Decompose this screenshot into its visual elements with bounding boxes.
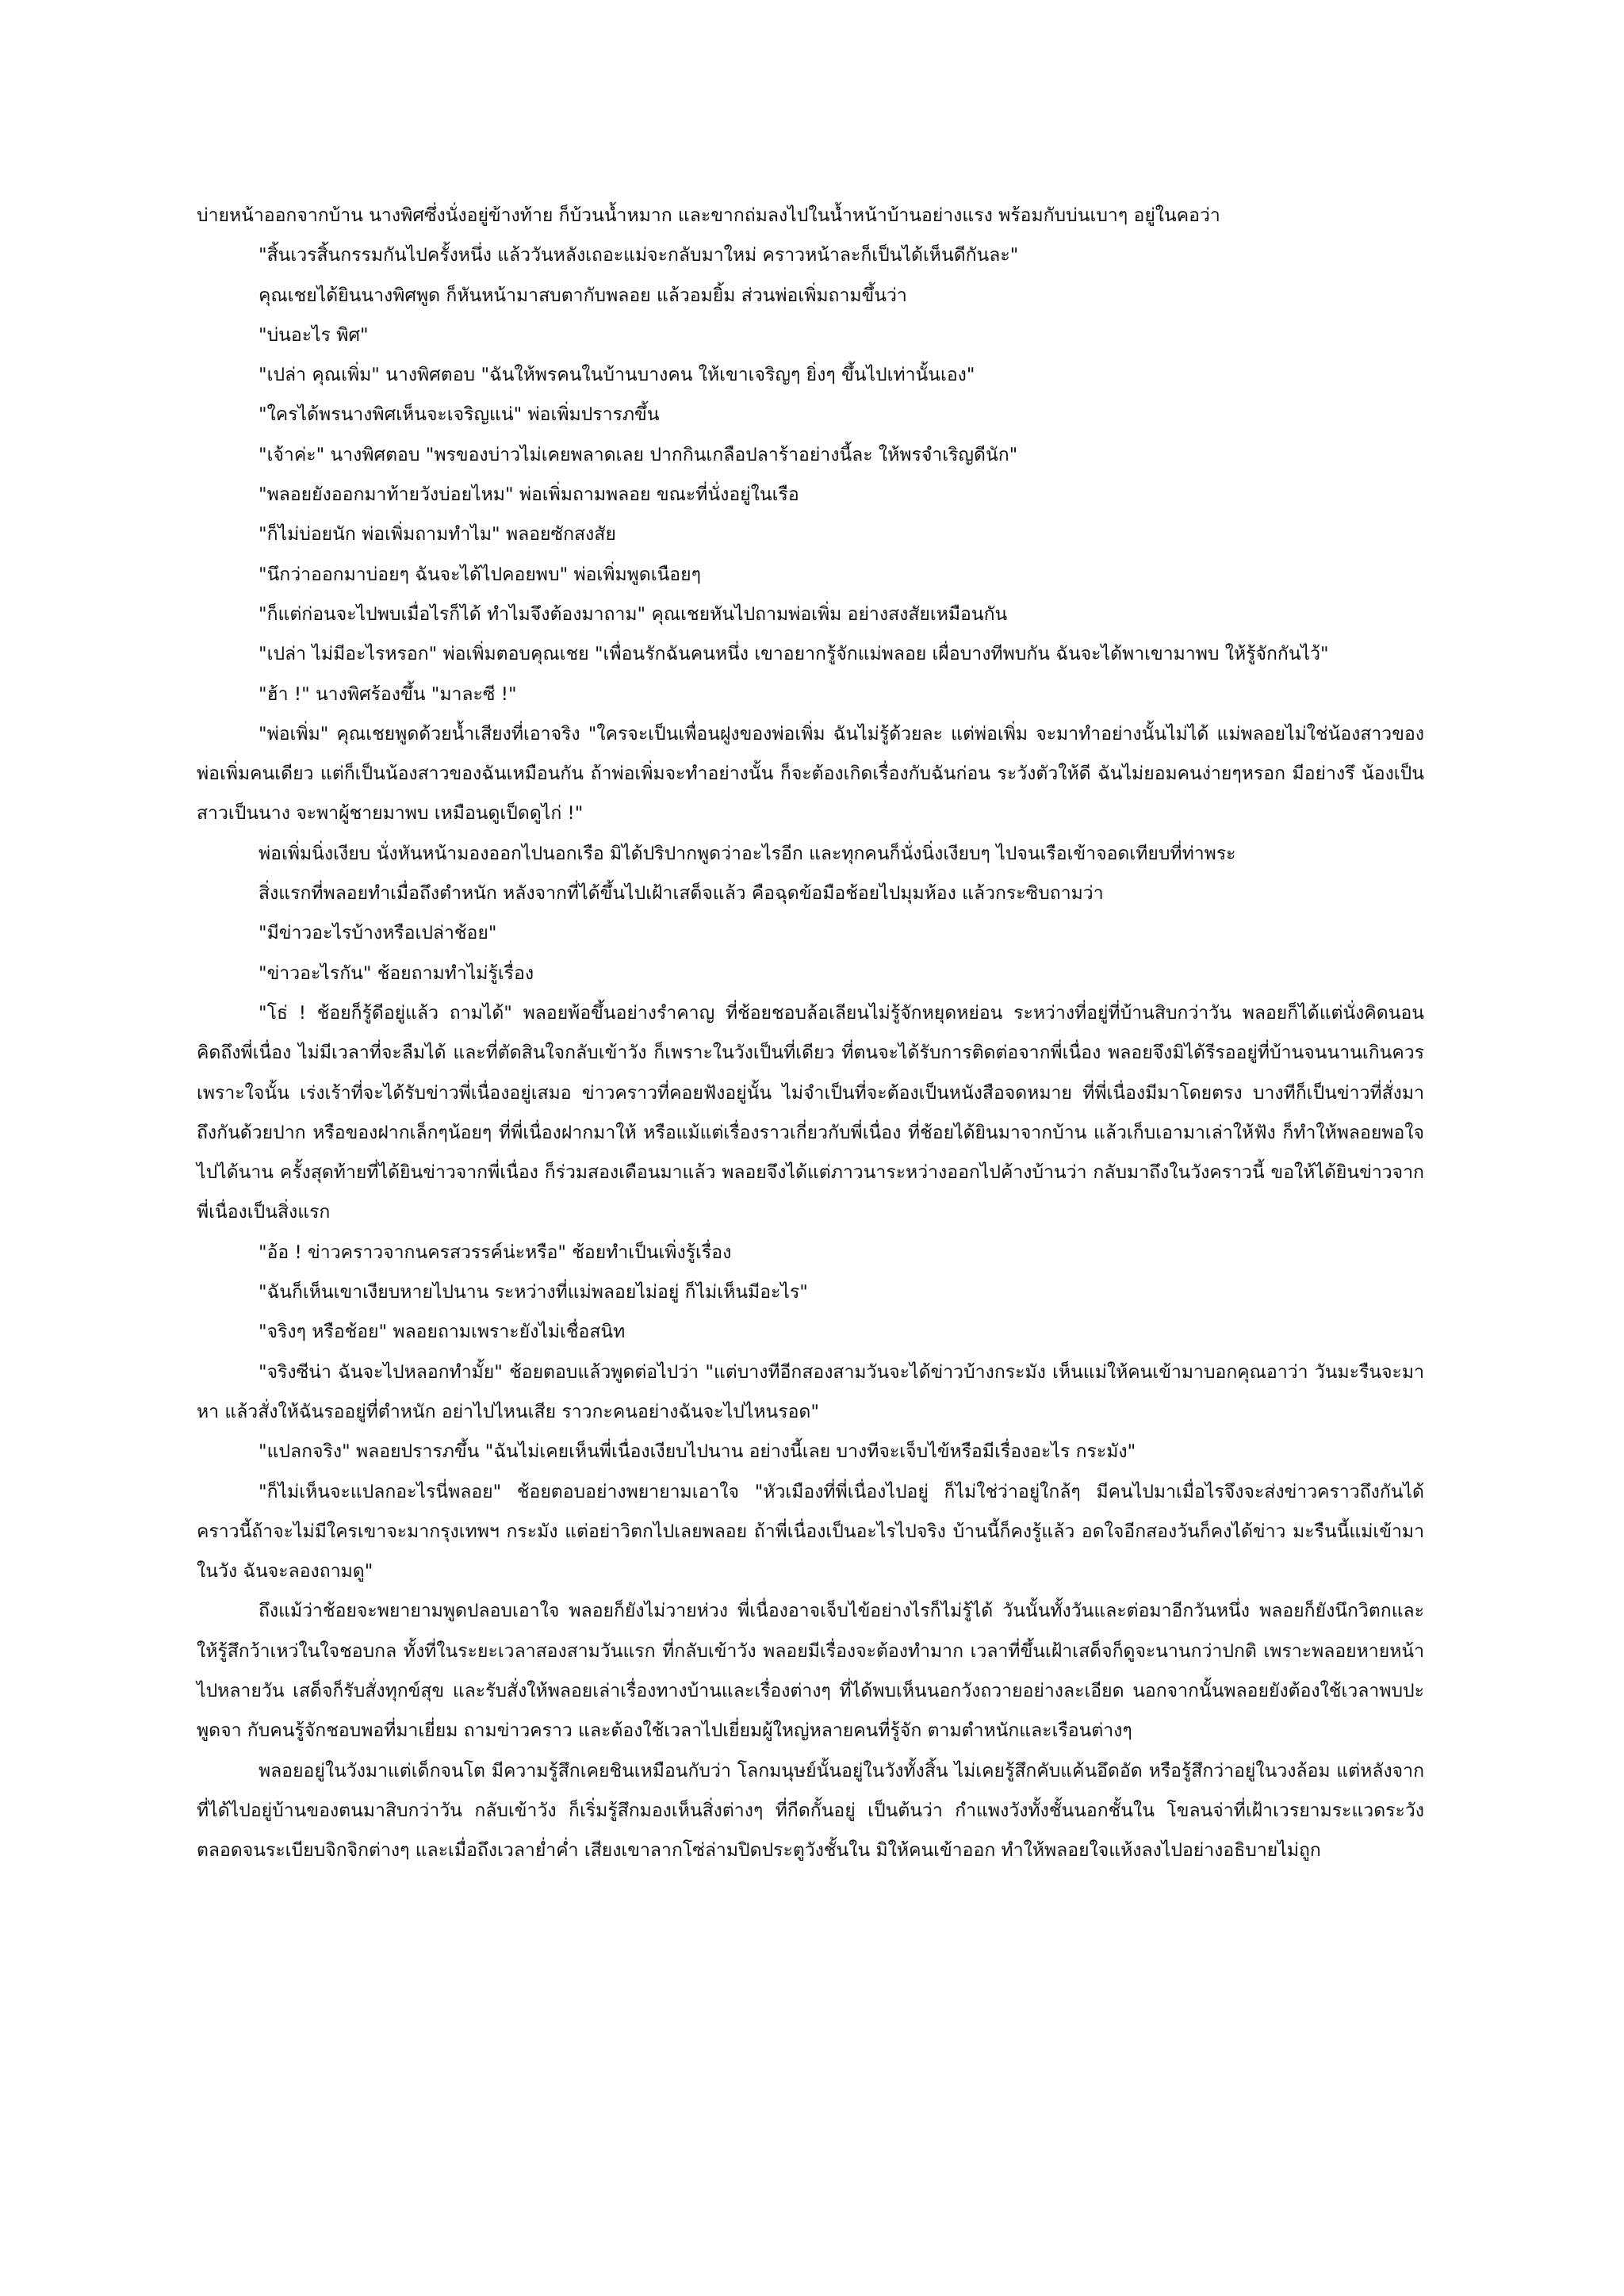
paragraph: "จริงซีน่า ฉันจะไปหลอกทำมั้ย" ช้อยตอบแล้วพูดต่อไปว่า "แต่บางทีอีกสองสามวันจะได้ข่าวบ้างกระมัง เห็นแม่ให้คนเข้ามาบอกคุณอาว่า วันมะรืนจะมาหา แล้วสั่งให้ฉันรออยู่ที่ตำหนัก อย่าไปไหนเสีย ราวกะคนอย่างฉันจะไปไหนรอด" — [197, 1361, 1424, 1422]
paragraph: "พ่อเพิ่ม" คุณเชยพูดด้วยน้ำเสียงที่เอาจริง "ใครจะเป็นเพื่อนฝูงของพ่อเพิ่ม ฉันไม่รู้ด้วยละ แต่พ่อเพิ่ม จะมาทำอย่างนั้นไม่ได้ แม่พลอยไม่ใช่น้องสาวของพ่อเพิ่มคนเดียว แต่ก็เป็นน้องสาวของฉันเหมือนกัน ถ้าพ่อเพิ่มจะทำอย่างนั้น ก็จะต้องเกิดเรื่องกับฉันก่อน ระวังตัวให้ดี ฉันไม่ยอมคนง่ายๆหรอก มีอย่างรึ น้องเป็นสาวเป็นนาง จะพาผู้ชายมาพบ เหมือนดูเป็ดดูไก่ !" — [197, 723, 1424, 825]
paragraph: "โธ่ ! ช้อยก็รู้ดีอยู่แล้ว ถามได้" พลอยพ้อขึ้นอย่างรำคาญ ที่ช้อยชอบล้อเลียนไม่รู้จักหยุดหย่อน ระหว่างที่อยู่ที่บ้านสิบกว่าวัน พลอยก็ได้แต่นั่งคิดนอนคิดถึงพี่เนื่อง ไม่มีเวลาที่จะลืมได้ และที่ตัดสินใจกลับเข้าวัง ก็เพราะในวังเป็นที่เดียว ที่ตนจะได้รับการติดต่อจากพี่เนื่อง พลอยจึงมิได้รีรออยู่ที่บ้านจนนานเกินควร เพราะใจนั้น เร่งเร้าที่จะได้รับข่าวพี่เนื่องอยู่เสมอ ข่าวคราวที่คอยฟังอยู่นั้น ไม่จำเป็นที่จะต้องเป็นหนังสือจดหมาย ที่พี่เนื่องมีมาโดยตรง บางทีก็เป็นข่าวที่สั่งมาถึงกันด้วยปาก หรือของฝากเล็กๆน้อยๆ ที่พี่เนื่องฝากมาให้ หรือแม้แต่เรื่องราวเกี่ยวกับพี่เนื่อง ที่ช้อยได้ยินมาจากบ้าน แล้วเก็บเอามาเล่าให้ฟัง ก็ทำให้พลอยพอใจไปได้นาน ครั้งสุดท้ายที่ได้ยินข่าวจากพี่เนื่อง ก็ร่วมสองเดือนมาแล้ว พลอยจึงได้แต่ภาวนาระหว่างออกไปค้างบ้านว่า กลับมาถึงในวังคราวนี้ ขอให้ได้ยินข่าวจากพี่เนื่องเป็นสิ่งแรก — [197, 1002, 1424, 1223]
paragraph: "นึกว่าออกมาบ่อยๆ ฉันจะได้ไปคอยพบ" พ่อเพิ่มพูดเนือยๆ — [259, 564, 701, 585]
paragraph: "เจ้าค่ะ" นางพิศตอบ "พรของบ่าวไม่เคยพลาดเลย ปากกินเกลือปลาร้าอย่างนี้ละ ให้พรจำเริญดีนัก" — [259, 444, 1018, 465]
paragraph: "ฮ้า !" นางพิศร้องขึ้น "มาละซี !" — [259, 683, 517, 705]
paragraph: "มีข่าวอะไรบ้างหรือเปล่าช้อย" — [259, 923, 497, 944]
paragraph: "ก็ไม่เห็นจะแปลกอะไรนี่พลอย" ช้อยตอบอย่างพยายามเอาใจ "หัวเมืองที่พี่เนื่องไปอยู่ ก็ไม่ใช่ว่าอยู่ใกล้ๆ มีคนไปมาเมื่อไรจึงจะส่งข่าวคราวถึงกันได้ คราวนี้ถ้าจะไม่มีใครเขาจะมากรุงเทพฯ กระมัง แต่อย่าวิตกไปเลยพลอย ถ้าพี่เนื่องเป็นอะไรไปจริง บ้านนี้ก็คงรู้แล้ว อดใจอีกสองวันก็คงได้ข่าว มะรืนนี้แม่เข้ามาในวัง ฉันจะลองถามดู" — [197, 1481, 1424, 1582]
paragraph: "สิ้นเวรสิ้นกรรมกันไปครั้งหนึ่ง แล้ววันหลังเถอะแม่จะกลับมาใหม่ คราวหน้าละก็เป็นได้เห็นดีกันละ" — [259, 245, 1019, 266]
paragraph: พลอยอยู่ในวังมาแต่เด็กจนโต มีความรู้สึกเคยชินเหมือนกับว่า โลกมนุษย์นั้นอยู่ในวังทั้งสิ้น ไม่เคยรู้สึกคับแค้นอึดอัด หรือรู้สึกว่าอยู่ในวงล้อม แต่หลังจากที่ได้ไปอยู่บ้านของตนมาสิบกว่าวัน กลับเข้าวัง ก็เริ่มรู้สึกมองเห็นสิ่งต่างๆ ที่กีดกั้นอยู่ เป็นต้นว่า กำแพงวังทั้งชั้นนอกชั้นใน โขลนจ่าที่เฝ้าเวรยามระแวดระวัง ตลอดจนระเบียบจิกจิกต่างๆ และเมื่อถึงเวลาย่ำค่ำ เสียงเขาลากโซ่ล่ามปิดประตูวังชั้นใน มิให้คนเข้าออก ทำให้พลอยใจแห้งลงไปอย่างอธิบายไม่ถูก — [197, 1760, 1424, 1862]
paragraph: "แปลกจริง" พลอยปรารภขึ้น "ฉันไม่เคยเห็นพี่เนื่องเงียบไปนาน อย่างนี้เลย บางทีจะเจ็บไข้หรือมีเรื่องอะไร กระมัง" — [259, 1441, 1136, 1463]
paragraph: "ฉันก็เห็นเขาเงียบหายไปนาน ระหว่างที่แม่พลอยไม่อยู่ ก็ไม่เห็นมีอะไร" — [259, 1282, 808, 1303]
paragraph: "จริงๆ หรือช้อย" พลอยถามเพราะยังไม่เชื่อสนิท — [259, 1322, 626, 1343]
story-text — [197, 196, 1424, 1870]
paragraph: "ก็แต่ก่อนจะไปพบเมื่อไรก็ได้ ทำไมจึงต้องมาถาม" คุณเชยหันไปถามพ่อเพิ่ม อย่างสงสัยเหมือนกัน — [259, 603, 1008, 625]
paragraph: "ก็ไม่บ่อยนัก พ่อเพิ่มถามทำไม" พลอยซักสงสัย — [259, 524, 616, 545]
paragraph: คุณเชยได้ยินนางพิศพูด ก็หันหน้ามาสบตากับพลอย แล้วอมยิ้ม ส่วนพ่อเพิ่มถามขึ้นว่า — [259, 285, 907, 306]
paragraph: บ่ายหน้าออกจากบ้าน นางพิศซึ่งนั่งอยู่ข้างท้าย ก็บ้วนน้ำหมาก และขากถ่มลงไปในน้ำหน้าบ้านอย่างแรง พร้อมกับบ่นเบาๆ อยู่ในคอว่า — [197, 205, 1220, 226]
paragraph: "บ่นอะไร พิศ" — [259, 324, 369, 346]
paragraph: "อ้อ ! ข่าวคราวจากนครสวรรค์น่ะหรือ" ช้อยทำเป็นเพิ่งรู้เรื่อง — [259, 1242, 732, 1263]
paragraph: "พลอยยังออกมาท้ายวังบ่อยไหม" พ่อเพิ่มถามพลอย ขณะที่นั่งอยู่ในเรือ — [259, 484, 799, 506]
paragraph: "ใครได้พรนางพิศเห็นจะเจริญแน่" พ่อเพิ่มปรารภขึ้น — [259, 404, 660, 426]
paragraph: "เปล่า คุณเพิ่ม" นางพิศตอบ "ฉันให้พรคนในบ้านบางคน ให้เขาเจริญๆ ยิ่งๆ ขึ้นไปเท่านั้นเอง" — [259, 365, 975, 386]
paragraph: สิ่งแรกที่พลอยทำเมื่อถึงตำหนัก หลังจากที่ได้ขึ้นไปเฝ้าเสด็จแล้ว คือฉุดข้อมือช้อยไปมุมห้อง แล้วกระซิบถามว่า — [259, 883, 1104, 905]
paragraph: พ่อเพิ่มนิ่งเงียบ นั่งหันหน้ามองออกไปนอกเรือ มิได้ปริปากพูดว่าอะไรอีก และทุกคนก็นั่งนิ่งเงียบๆ ไปจนเรือเข้าจอดเทียบที่ท่าพระ — [259, 843, 1236, 864]
paragraph: "ข่าวอะไรกัน" ช้อยถามทำไม่รู้เรื่อง — [259, 962, 534, 984]
paragraph: ถึงแม้ว่าช้อยจะพยายามพูดปลอบเอาใจ พลอยก็ยังไม่วายห่วง พี่เนื่องอาจเจ็บไข้อย่างไรก็ไม่รู้ได้ วันนั้นทั้งวันและต่อมาอีกวันหนึ่ง พลอยก็ยังนึกวิตกและให้รู้สึกว้าเหว่ในใจชอบกล ทั้งที่ในระยะเวลาสองสามวันแรก ที่กลับเข้าวัง พลอยมีเรื่องจะต้องทำมาก เวลาที่ขึ้นเฝ้าเสด็จก็ดูจะนานกว่าปกติ เพราะพลอยหายหน้าไปหลายวัน เสด็จก็รับสั่งทุกข์สุข และรับสั่งให้พลอยเล่าเรื่องทางบ้านและเรื่องต่างๆ ที่ได้พบเห็นนอกวังถวายอย่างละเอียด นอกจากนั้นพลอยยังต้องใช้เวลาพบปะพูดจา กับคนรู้จักชอบพอที่มาเยี่ยม ถามข่าวคราว และต้องใช้เวลาไปเยี่ยมผู้ใหญ่หลายคนที่รู้จัก ตามตำหนักและเรือนต่างๆ — [197, 1601, 1424, 1742]
paragraph: "เปล่า ไม่มีอะไรหรอก" พ่อเพิ่มตอบคุณเชย "เพื่อนรักฉันคนหนึ่ง เขาอยากรู้จักแม่พลอย เผื่อบางทีพบกัน ฉันจะได้พาเขามาพบ ให้รู้จักกันไว้" — [259, 644, 1329, 665]
